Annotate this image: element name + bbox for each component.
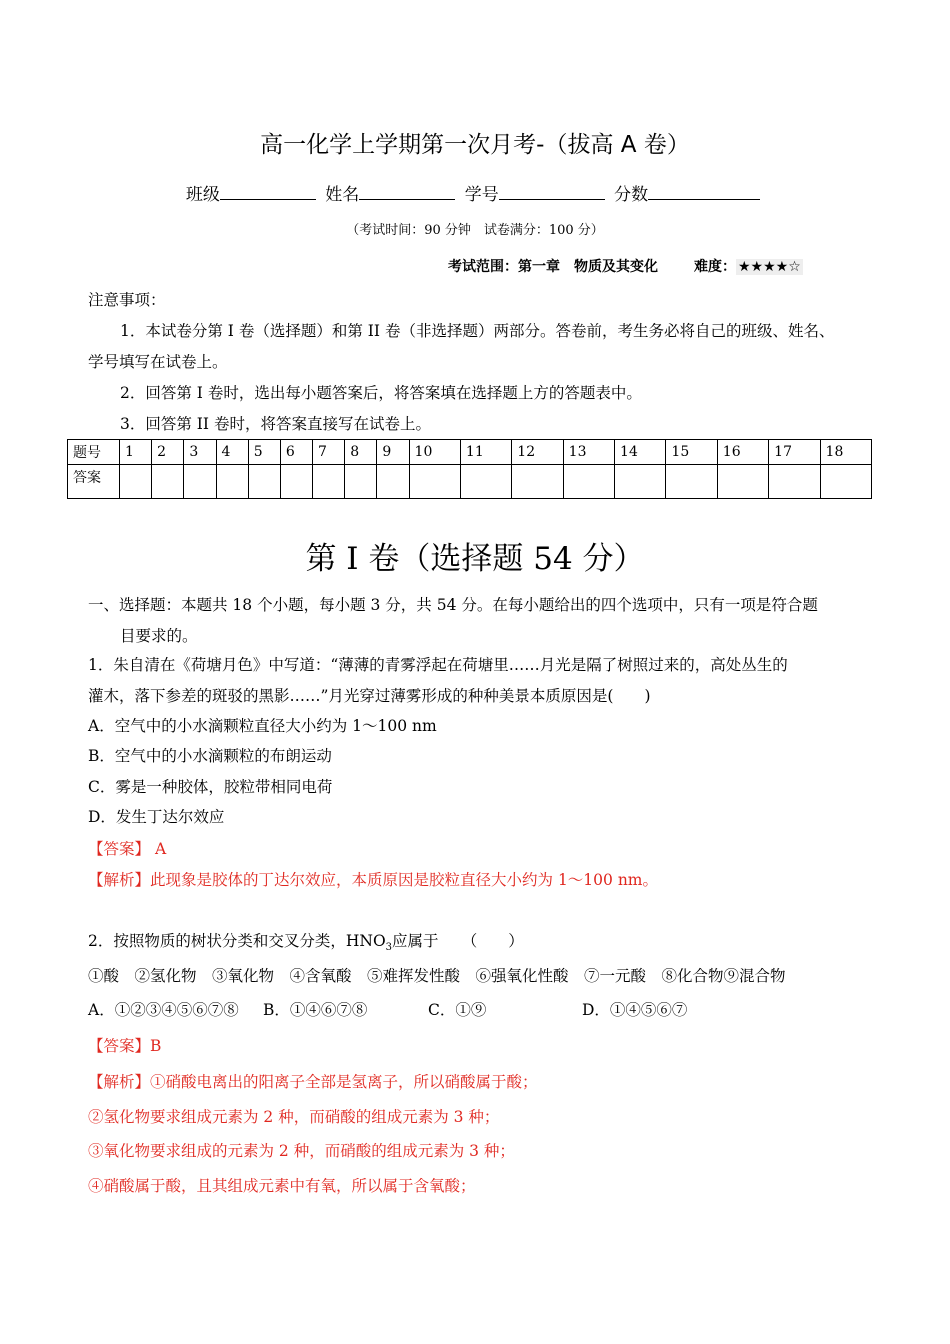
table-row (68, 440, 872, 465)
q1-stem: 1．朱自清在《荷塘月色》中写道：“薄薄的青雾浮起在荷塘里……月光是隔了树照过来的，高处丛生的 (88, 656, 788, 674)
answer-tag: 【答案】 (88, 1037, 151, 1055)
answer-cell[interactable] (120, 465, 152, 499)
q1-option-b: B．空气中的小水滴颗粒的布朗运动 (88, 747, 332, 765)
q1-stem-cont: 灌木，落下参差的斑驳的黑影……”月光穿过薄雾形成的种种美景本质原因是( ) (88, 687, 651, 705)
instructions-line-2: 目要求的。 (120, 627, 198, 645)
q2-analysis-1 (88, 1071, 538, 1093)
question-number-cell: 14 (615, 440, 666, 465)
q1-analysis (88, 869, 658, 891)
question-number-cell: 3 (184, 440, 216, 465)
answer-value: A (154, 840, 167, 858)
answer-cell[interactable] (666, 465, 717, 499)
question-number-cell: 9 (377, 440, 409, 465)
section-title: 第 I 卷（选择题 54 分） (305, 541, 645, 577)
student-info-line (0, 180, 950, 205)
answer-cell[interactable] (216, 465, 248, 499)
answer-cell[interactable] (248, 465, 280, 499)
answer-cell[interactable] (409, 465, 460, 499)
question-number-cell: 11 (460, 440, 511, 465)
answer-cell[interactable] (769, 465, 820, 499)
class-blank[interactable] (220, 181, 316, 200)
question-number-cell: 6 (280, 440, 312, 465)
question-number-cell: 5 (248, 440, 280, 465)
note-1: 1．本试卷分第 I 卷（选择题）和第 II 卷（非选择题）两部分。答卷前，考生务必将自己的班级、姓名、 (120, 322, 835, 340)
q1-option-a: A．空气中的小水滴颗粒直径大小约为 1～100 nm (88, 717, 437, 735)
answer-cell[interactable] (280, 465, 312, 499)
answer-cell[interactable] (615, 465, 666, 499)
question-number-cell: 18 (820, 440, 871, 465)
q2-analysis-4: ④硝酸属于酸，且其组成元素中有氧，所以属于含氧酸； (88, 1177, 476, 1195)
field-label-name: 姓名 (325, 185, 360, 205)
scope-label: 考试范围：第一章 物质及其变化 (448, 259, 658, 275)
q2-stem-text: 2．按照物质的树状分类和交叉分类，HNO (88, 932, 386, 950)
analysis-text: ①硝酸电离出的阳离子全部是氢离子，所以硝酸属于酸； (150, 1073, 538, 1091)
question-number-cell: 13 (563, 440, 614, 465)
field-label-score: 分数 (614, 185, 649, 205)
question-number-cell: 8 (345, 440, 377, 465)
answer-table (67, 439, 872, 499)
answer-cell[interactable] (512, 465, 563, 499)
analysis-tag: 【解析】 (88, 1073, 151, 1091)
difficulty-stars: ★★★★☆ (738, 259, 801, 275)
score-blank[interactable] (648, 181, 760, 200)
exam-info: （考试时间：90 分钟 试卷满分：100 分） (346, 223, 604, 238)
note-2: 2．回答第 I 卷时，选出每小题答案后，将答案填在选择题上方的答题表中。 (120, 384, 642, 402)
name-blank[interactable] (359, 181, 455, 200)
question-number-cell: 12 (512, 440, 563, 465)
analysis-tag: 【解析】 (88, 871, 151, 889)
id-blank[interactable] (499, 181, 605, 200)
q1-option-c: C．雾是一种胶体，胶粒带相同电荷 (88, 778, 333, 796)
page-title: 高一化学上学期第一次月考-（拔高 A 卷） (260, 132, 690, 158)
answer-cell[interactable] (152, 465, 184, 499)
q2-analysis-2: ②氢化物要求组成元素为 2 种，而硝酸的组成元素为 3 种； (88, 1108, 500, 1126)
q2-items: ①酸 ②氢化物 ③氧化物 ④含氧酸 ⑤难挥发性酸 ⑥强氧化性酸 ⑦一元酸 ⑧化合物⑨混合物 (88, 967, 786, 985)
q2-option-b: B．①④⑥⑦⑧ (263, 1001, 368, 1019)
q1-answer (88, 838, 166, 860)
answer-cell[interactable] (184, 465, 216, 499)
note-1-cont: 学号填写在试卷上。 (88, 353, 228, 371)
q2-option-d: D．①④⑤⑥⑦ (582, 1001, 688, 1019)
row-label-answer: 答案 (68, 465, 120, 499)
answer-cell[interactable] (820, 465, 871, 499)
answer-cell[interactable] (717, 465, 768, 499)
question-number-cell: 4 (216, 440, 248, 465)
answer-cell[interactable] (377, 465, 409, 499)
question-number-cell: 15 (666, 440, 717, 465)
q2-analysis-3: ③氧化物要求组成的元素为 2 种，而硝酸的组成元素为 3 种； (88, 1142, 515, 1160)
answer-cell[interactable] (563, 465, 614, 499)
answer-cell[interactable] (460, 465, 511, 499)
field-label-id: 学号 (464, 185, 499, 205)
q1-option-d: D．发生丁达尔效应 (88, 808, 225, 826)
q2-stem (88, 930, 524, 959)
answer-cell[interactable] (313, 465, 345, 499)
question-number-cell: 16 (717, 440, 768, 465)
answer-cell[interactable] (345, 465, 377, 499)
table-row (68, 465, 872, 499)
analysis-text: 此现象是胶体的丁达尔效应，本质原因是胶粒直径大小约为 1～100 nm。 (150, 871, 658, 889)
notes-heading: 注意事项： (88, 291, 166, 309)
note-3: 3．回答第 II 卷时，将答案直接写在试卷上。 (120, 415, 431, 433)
q2-answer (88, 1035, 161, 1057)
q2-stem-tail: 应属于 （ ） (392, 932, 524, 950)
question-number-cell: 10 (409, 440, 460, 465)
question-number-cell: 17 (769, 440, 820, 465)
answer-tag: 【答案】 (88, 840, 151, 858)
difficulty-label: 难度： (694, 259, 736, 275)
q2-stem-subscript: 3 (385, 942, 393, 954)
question-number-cell: 7 (313, 440, 345, 465)
exam-scope (448, 256, 803, 276)
field-label-class: 班级 (185, 185, 220, 205)
answer-value: B (150, 1037, 162, 1055)
q2-option-c: C．①⑨ (428, 1001, 487, 1019)
instructions-line-1: 一、选择题：本题共 18 个小题，每小题 3 分，共 54 分。在每小题给出的四个选项中，只有一项是符合题 (88, 596, 818, 614)
q2-option-a: A．①②③④⑤⑥⑦⑧ (88, 1001, 239, 1019)
question-number-cell: 1 (120, 440, 152, 465)
row-label-number: 题号 (68, 440, 120, 465)
question-number-cell: 2 (152, 440, 184, 465)
